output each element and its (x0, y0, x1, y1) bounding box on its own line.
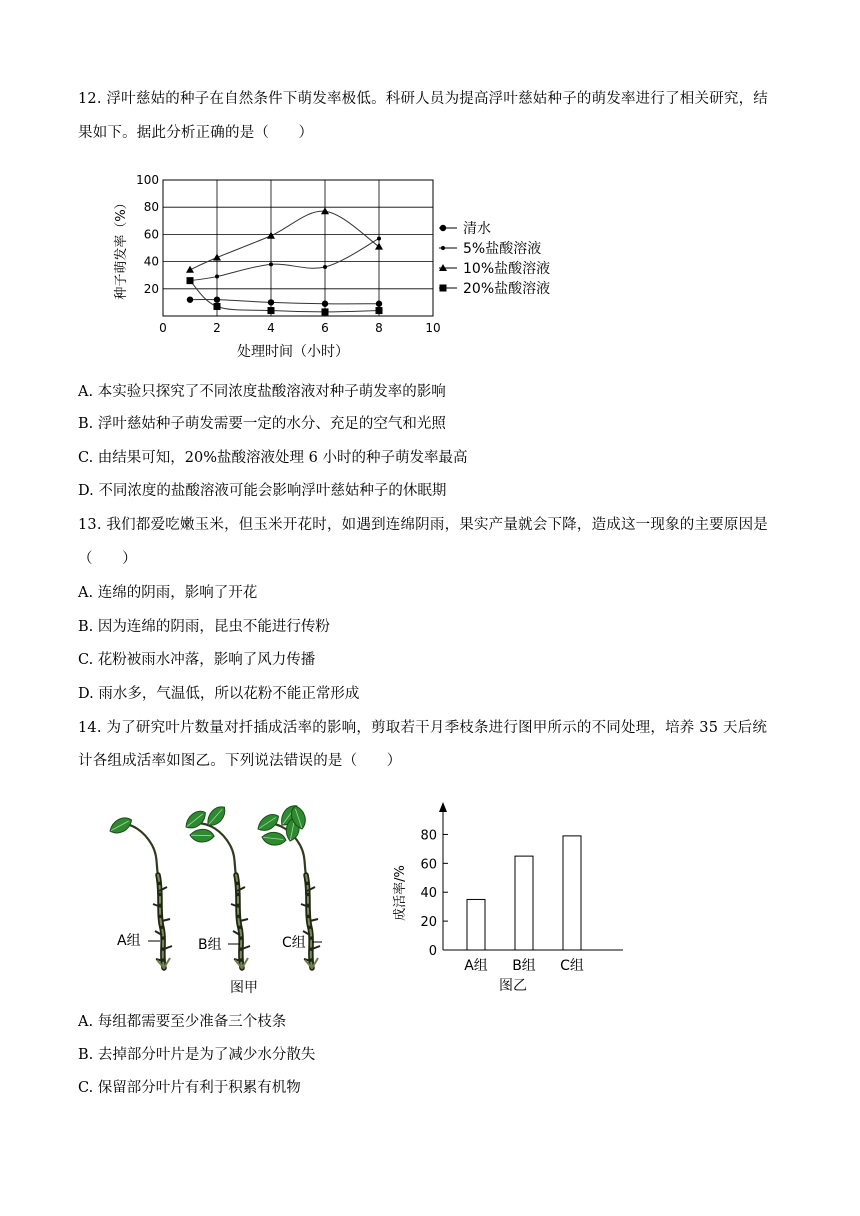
x-tick-label: A组 (464, 958, 488, 974)
y-tick-label: 80 (143, 200, 159, 215)
series-2 (186, 207, 383, 272)
q12-stem-line1: 12. 浮叶慈姑的种子在自然条件下萌发率极低。科研人员为提高浮叶慈姑种子的萌发率进行了相关研究，结 (78, 91, 768, 107)
bar-1 (467, 899, 485, 950)
q13-option-c[interactable]: C. 花粉被雨水冲落，影响了风力传播 (78, 652, 316, 668)
y-tick-label: 80 (420, 828, 437, 844)
data-point (187, 296, 193, 302)
data-point (186, 266, 194, 273)
data-point (375, 243, 383, 250)
y-tick-label: 100 (136, 173, 159, 187)
data-point (214, 303, 221, 310)
data-point (267, 232, 275, 239)
figure-jia-cuttings (100, 805, 340, 1000)
x-tick-label: 2 (213, 321, 221, 335)
q14-option-c[interactable]: C. 保留部分叶片有利于积累有机物 (78, 1080, 301, 1096)
x-tick-label: 8 (375, 321, 383, 335)
survival-bar-chart (390, 800, 635, 1000)
legend-label: 5%盐酸溶液 (463, 241, 542, 257)
q14-stem-line2: 计各组成活率如图乙。下列说法错误的是（ ） (78, 753, 402, 769)
legend-label: 20%盐酸溶液 (463, 281, 551, 297)
q13-stem-line1: 13. 我们都爱吃嫩玉米，但玉米开花时，如遇到连绵阴雨，果实产量就会下降，造成这一现象的主要原因是 (78, 517, 768, 533)
q13-stem-line2: （ ） (78, 551, 137, 567)
q13-option-d[interactable]: D. 雨水多，气温低，所以花粉不能正常形成 (78, 686, 360, 702)
data-point (269, 262, 273, 266)
x-tick-label: C组 (560, 958, 584, 974)
q14-option-a[interactable]: A. 每组都需要至少准备三个枝条 (78, 1014, 287, 1030)
q12-option-b[interactable]: B. 浮叶慈姑种子萌发需要一定的水分、充足的空气和光照 (78, 416, 446, 432)
q14-option-b[interactable]: B. 去掉部分叶片是为了减少水分散失 (78, 1047, 316, 1063)
q12-option-d[interactable]: D. 不同浓度的盐酸溶液可能会影响浮叶慈姑种子的休眠期 (78, 483, 447, 499)
y-tick-label: 60 (420, 857, 437, 873)
q14-stem-line1: 14. 为了研究叶片数量对扦插成活率的影响，剪取若干月季枝条进行图甲所示的不同处理，培养 35 天后统 (78, 720, 768, 736)
data-point (323, 265, 327, 269)
data-point (187, 277, 194, 284)
fig-jia-label-a: A组 (117, 933, 141, 949)
x-tick-label: 4 (267, 321, 275, 335)
data-point (376, 307, 383, 314)
q13-option-b[interactable]: B. 因为连绵的阴雨，昆虫不能进行传粉 (78, 619, 330, 635)
y-axis-arrow (439, 802, 447, 812)
q12-option-c[interactable]: C. 由结果可知，20%盐酸溶液处理 6 小时的种子萌发率最高 (78, 450, 468, 466)
data-point (376, 301, 382, 307)
x-tick-label: 0 (159, 321, 167, 335)
data-point (268, 299, 274, 305)
series-3 (187, 277, 383, 315)
data-point (377, 236, 381, 240)
series-line (190, 211, 379, 270)
bar-2 (515, 856, 533, 950)
plot-frame (163, 180, 433, 316)
bar-3 (563, 836, 581, 950)
data-point (440, 285, 447, 292)
data-point (440, 225, 446, 231)
germination-line-chart (95, 168, 595, 368)
x-axis-label: 处理时间（小时） (237, 344, 349, 360)
fig-jia-label-b: B组 (198, 937, 222, 953)
data-point (322, 308, 329, 315)
q12-option-a[interactable]: A. 本实验只探究了不同浓度盐酸溶液对种子萌发率的影响 (78, 384, 446, 400)
y-tick-label: 60 (143, 227, 159, 242)
x-tick-label: B组 (512, 958, 536, 974)
legend-label: 清水 (463, 221, 491, 237)
data-point (214, 296, 220, 302)
fig-jia-label-c: C组 (282, 935, 306, 951)
legend-label: 10%盐酸溶液 (463, 261, 551, 277)
data-point (215, 275, 219, 279)
data-point (268, 307, 275, 314)
x-tick-label: 10 (425, 321, 441, 335)
data-point (441, 246, 445, 250)
y-tick-label: 0 (428, 944, 437, 959)
data-point (322, 301, 328, 307)
y-axis-label: 成活率/% (393, 865, 408, 921)
y-tick-label: 20 (143, 281, 159, 296)
x-tick-label: 6 (321, 321, 329, 335)
y-tick-label: 20 (420, 915, 437, 931)
q13-option-a[interactable]: A. 连绵的阴雨，影响了开花 (78, 585, 258, 601)
y-tick-label: 40 (420, 886, 437, 902)
data-point (213, 254, 221, 261)
y-tick-label: 40 (143, 254, 159, 269)
q12-stem-line2: 果如下。据此分析正确的是（ ） (78, 125, 314, 141)
fig-jia-caption: 图甲 (230, 980, 258, 996)
chart-title: 图乙 (499, 978, 527, 994)
y-axis-label: 种子萌发率（%） (114, 196, 129, 300)
